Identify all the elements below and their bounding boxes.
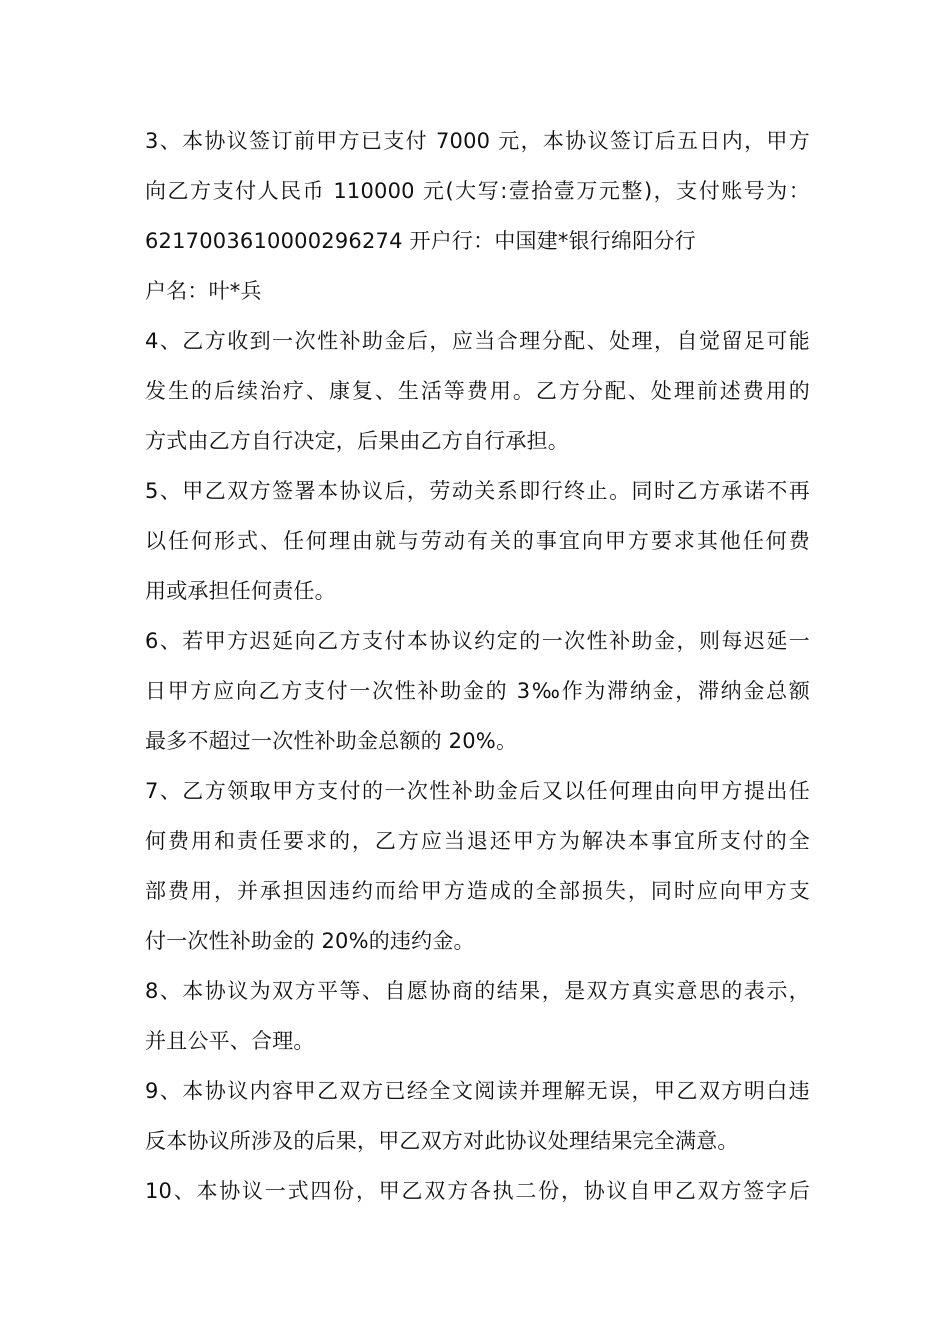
text-line: 部费用，并承担因违约而给甲方造成的全部损失，同时应向甲方支	[145, 879, 810, 903]
text-line: 10、本协议一式四份，甲乙双方各执二份，协议自甲乙双方签字后	[145, 1179, 810, 1203]
text-line: 向乙方支付人民币 110000 元(大写:壹拾壹万元整)，支付账号为：	[145, 179, 810, 203]
text-line: 用或承担任何责任。	[145, 579, 336, 603]
agreement-body	[145, 116, 810, 1216]
text-line: 日甲方应向乙方支付一次性补助金的 3‰作为滞纳金，滞纳金总额	[145, 679, 810, 703]
text-line: 并且公平、合理。	[145, 1029, 315, 1053]
text-line: 以任何形式、任何理由就与劳动有关的事宜向甲方要求其他任何费	[145, 529, 810, 553]
text-line: 付一次性补助金的 20%的违约金。	[145, 929, 475, 953]
text-line: 户名：叶*兵	[145, 279, 262, 303]
text-line: 9、本协议内容甲乙双方已经全文阅读并理解无误，甲乙双方明白违	[145, 1079, 810, 1103]
text-line: 7、乙方领取甲方支付的一次性补助金后又以任何理由向甲方提出任	[145, 779, 810, 803]
text-line: 8、本协议为双方平等、自愿协商的结果，是双方真实意思的表示，	[145, 979, 810, 1003]
text-line: 最多不超过一次性补助金总额的 20%。	[145, 729, 518, 753]
text-line: 发生的后续治疗、康复、生活等费用。乙方分配、处理前述费用的	[145, 379, 810, 403]
text-line: 反本协议所涉及的后果，甲乙双方对此协议处理结果完全满意。	[145, 1129, 739, 1153]
text-line: 6217003610000296274 开户行：中国建*银行绵阳分行	[145, 229, 696, 253]
text-line: 3、本协议签订前甲方已支付 7000 元，本协议签订后五日内，甲方	[145, 129, 810, 153]
text-line: 6、若甲方迟延向乙方支付本协议约定的一次性补助金，则每迟延一	[145, 629, 810, 653]
text-line: 4、乙方收到一次性补助金后，应当合理分配、处理，自觉留足可能	[145, 329, 810, 353]
text-line: 何费用和责任要求的，乙方应当退还甲方为解决本事宜所支付的全	[145, 829, 810, 853]
text-line: 方式由乙方自行决定，后果由乙方自行承担。	[145, 429, 569, 453]
text-line: 5、甲乙双方签署本协议后，劳动关系即行终止。同时乙方承诺不再	[145, 479, 810, 503]
